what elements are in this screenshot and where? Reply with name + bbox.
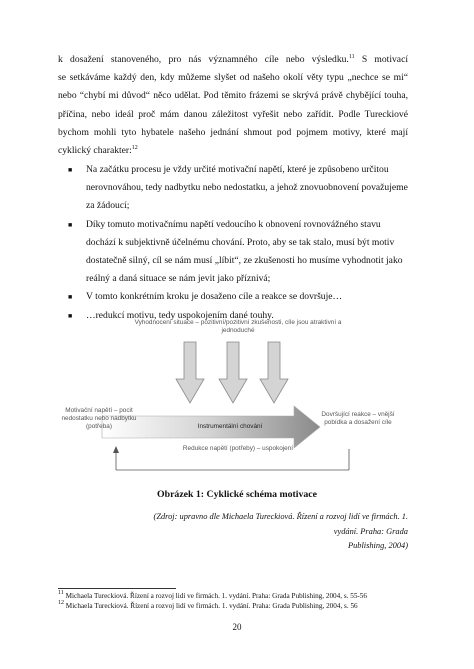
- footnote: $^{11}$ Michaela Tureckiová. Řízení a rozvoj lidí ve firmách. 1. vydání. Praha: Grada Publishing, 2004, s. 55-56: [58, 590, 367, 600]
- diagram-right-label: Dovršující reakce – vnější pobídka a dosažení cíle: [321, 411, 395, 426]
- body-line: cyklický charakter:$^{12}$: [58, 145, 138, 157]
- body-line: se setkáváme každý den, kdy můžeme slyšet od našeho okolí věty typu „nechce se mi“: [58, 72, 408, 84]
- figure-caption: Obrázek 1: Cyklické schéma motivace: [157, 489, 317, 500]
- list-item: ■ …redukcí motivu, tedy uspokojením dané touhy.: [68, 307, 410, 325]
- square-bullet-icon: ■: [68, 166, 73, 174]
- diagram-graphic: [58, 315, 414, 487]
- body-line: nebo “chybí mi důvod“ něco udělat. Pod těmito frázemi se skrývá právě chybějící touha,: [58, 90, 408, 102]
- diagram-bottom-label: Redukce napětí (potřeby) – uspokojení: [182, 445, 294, 452]
- list-item: ■ Na začátku procesu je vždy určité motivační napětí, které je způsobeno určitou nerovnováhou, tedy nadbytku nebo nedostatku, a jehož znovuobnovení považujeme za žádoucí;: [68, 161, 410, 216]
- down-arrow-2: [219, 342, 247, 403]
- square-bullet-icon: ■: [68, 220, 73, 229]
- body-line: bychom mohli tyto hybatele našeho jednání shmout pod pojmem motivy, které mají: [58, 126, 408, 138]
- body-line: k dosažení stanoveného, pro nás významného cíle nebo výsledku.$^{11}$ S motivací: [58, 54, 408, 65]
- bullet-list: [68, 161, 410, 325]
- body-paragraph: [58, 51, 408, 160]
- footnote-divider: [58, 588, 176, 589]
- list-item: ■ Díky tomuto motivačnímu napětí vedoucího k obnovení rovnovážného stavu dochází k subjektivně účelnému chování. Proto, aby se tak stalo, musí být motiv dostatečně silný, cíl se nám musí „líbit“, ze zkušenosti ho musíme vyhodnotit jako reálný a daná situace se nám jevit jako příznivá;: [68, 216, 410, 289]
- down-arrow-1: [176, 342, 204, 403]
- page-number: 20: [232, 622, 242, 632]
- square-bullet-icon: ■: [68, 311, 73, 320]
- footnote-ref[interactable]: 12: [131, 145, 138, 152]
- motivation-cycle-diagram: [58, 315, 414, 487]
- square-bullet-icon: ■: [68, 293, 73, 302]
- figure-source: (Zdroj: upravno dle Michaela Tureckiová. Řízení a rozvoj lidí ve firmách. 1. vydání. Praha: Grada Publishing, 2004): [153, 512, 408, 550]
- diagram-left-label: Motivační napětí – pocit nedostatku nebo nadbytku (potřeba): [61, 407, 137, 430]
- footnote-ref[interactable]: 11: [348, 54, 355, 60]
- down-arrow-3: [260, 342, 288, 403]
- body-line: příčina, nebo ideál proč mám danou záležitost vyřešit nebo zařídit. Podle Tureckiové: [58, 108, 408, 120]
- footnote: $^{12}$ Michaela Tureckiová. Řízení a rozvoj lidí ve firmách. 1. vydání. Praha: Grada Publishing, 2004, s. 56: [58, 600, 358, 610]
- diagram-top-label: Vyhodnocení situace – pozitivní/pozitivní zkušenosti, cíle jsou atraktivní a jednoduché: [134, 319, 342, 334]
- list-item: ■ V tomto konkrétním kroku je dosaženo cíle a reakce se dovršuje…: [68, 288, 410, 306]
- diagram-center-label: Instrumentální chování: [197, 423, 263, 430]
